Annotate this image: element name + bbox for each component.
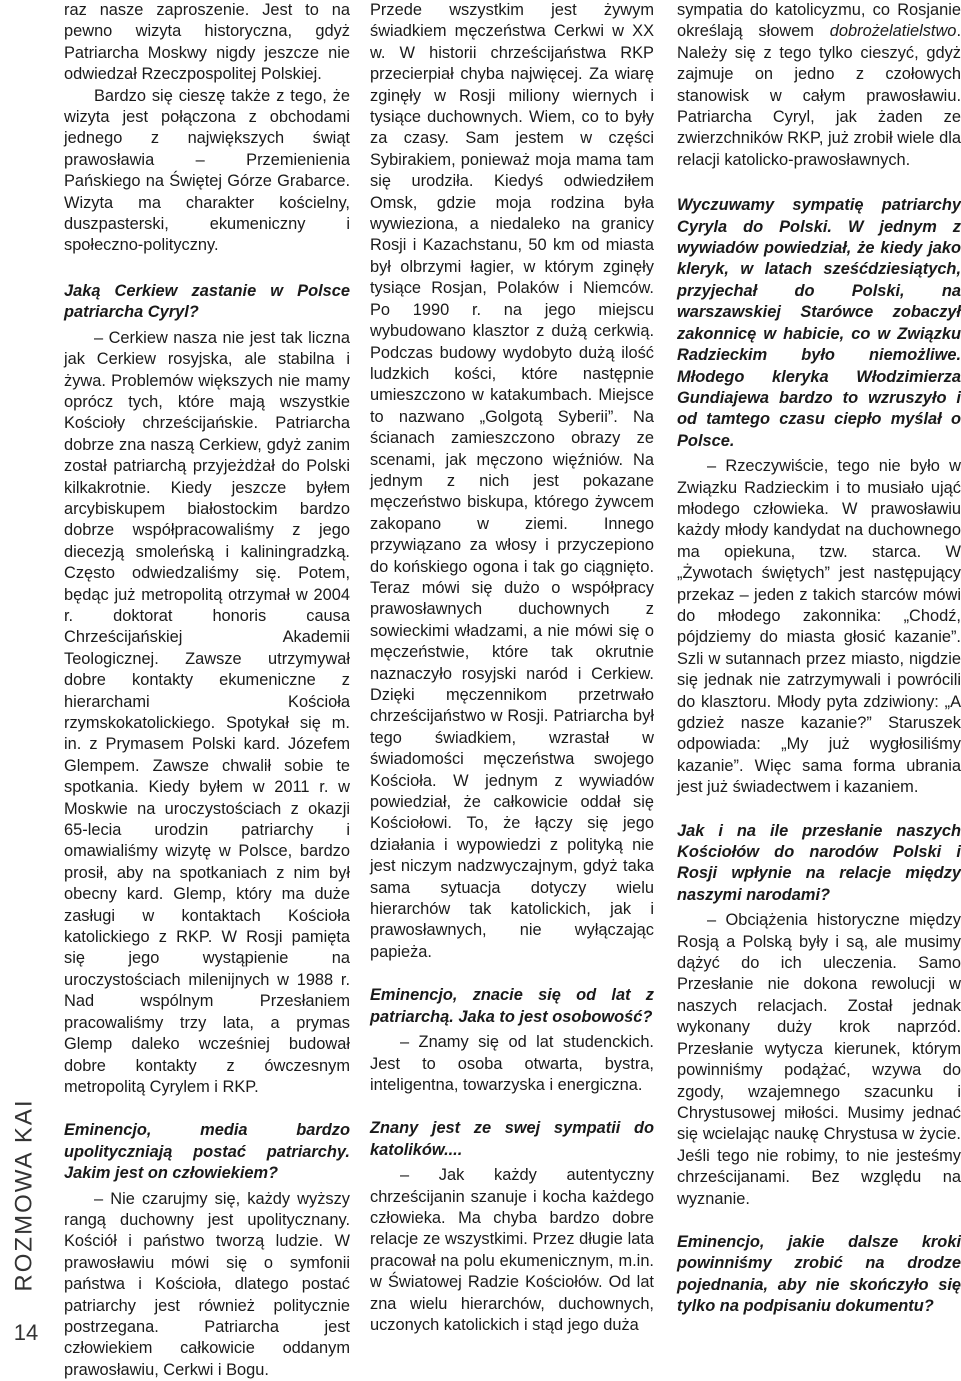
interview-question: Wyczuwamy sympatię patriarchy Cyryla do Polski. W jednym z wywiadów powiedział, że kiedy jako kleryk, w latach sześćdziesiątych, przyjechał do Polski, na warszawskiej Starówce zobaczył zakonnicę w habicie, co w Związku Radzieckim było niemożliwe. Młodego kleryka Włodzimierza Gundiajewa bardzo to wzruszyło i od tamtego czasu ciepło myślał o Polsce. xyxy=(677,196,961,450)
column-1 xyxy=(64,0,350,1379)
interview-answer: – Znamy się od lat studenckich. Jest to osoba otwarta, bystra, inteligentna, towarzyska i energiczna. xyxy=(370,1033,654,1094)
paragraph: Bardzo się cieszę także z tego, że wizyta jest połączona z obchodami jednego z największych świąt prawosławia – Przemienienia Pańskiego na Świętej Górze Grabarce. Wizyta ma charakter kościelny, duszpasterski, ekumeniczny i społeczno-polityczny. xyxy=(64,86,350,255)
paragraph: raz nasze zaproszenie. Jest to na pewno wizyta historyczna, gdyż Patriarcha Moskwy nigdy jeszcze nie odwiedzał Rzeczpospolitej Polskiej. xyxy=(64,1,350,84)
section-label-text: ROZMOWA KAI xyxy=(11,1098,38,1292)
column-3 xyxy=(677,0,961,1359)
interview-answer: – Jak każdy autentyczny chrześcijanin szanuje i kocha każdego człowieka. Ma chyba bardzo dobre relacje ze wszystkimi. Przez długie lata pracował na polu ekumenicznym, m.in. w Światowej Radzie Kościołów. Od lat zna wielu hierarchów, duchownych, uczonych katolickich i stąd jego duża xyxy=(370,1166,654,1334)
interview-question: Eminencjo, media bardzo upolityczniają postać patriarchy. Jakim jest on człowiekiem? xyxy=(64,1121,350,1183)
paragraph-text: . Należy się z tego tylko cieszyć, gdyż zajmuje on jedno z czołowych stanowisk w całym prawosławiu. Patriarcha Cyryl, jak żaden ze zwierzchników RKP, już zrobił wiele dla relacji katolicko-prawosławnych. xyxy=(677,22,961,169)
interview-question: Znany jest ze swej sympatii do katolików.... xyxy=(370,1119,654,1159)
paragraph xyxy=(677,0,961,171)
interview-question: Jaką Cerkiew zastanie w Polsce patriarcha Cyryl? xyxy=(64,281,350,322)
interview-answer: – Nie czarujmy się, każdy wyższy rangą duchowny jest upolitycznany. Kościół i państwo tworzą ludzie. W prawosławiu mówi się o symfonii państwa i Kościoła, dlatego postać patriarchy jest również politycznie postrzegana. Patriarcha jest człowiekiem całkowicie oddanym prawosławiu, Cerkwi i Bogu. xyxy=(64,1189,350,1379)
column-2 xyxy=(370,0,654,1359)
section-label xyxy=(5,1095,45,1295)
paragraph-text: sympatia do katolicyzmu, co Rosjanie określają słowem xyxy=(677,1,961,41)
page-number: 14 xyxy=(13,1320,39,1345)
interview-answer: – Obciążenia historyczne między Rosją a Polską były i są, ale musimy dążyć do ich uleczenia. Samo Przesłanie nie dokona rewolucji w naszych relacjach. Został jednak wykonany duży krok naprzód. Przesłanie wytycza kierunek, którym powinniśmy podążać, wzywa do zgody, wzajemnego szacunku i Chrystusowej miłości. Musimy jednać się wcielając naukę Chrystusa w życie. Jeśli tego nie robimy, to nie jesteśmy chrześcijanami. Bez względu na wyznanie. xyxy=(677,911,961,1208)
paragraph: Przede wszystkim jest żywym świadkiem męczeństwa Cerkwi w XX w. W historii chrześcijaństwa RKP przecierpiał chyba najwięcej. Za wiarę zginęły w Rosji miliony wiernych i tysiące duchownych. Wiem, co to były za czasy. Sam jestem w części Sybirakiem, ponieważ moja mama tam się urodziła. Kiedyś odwiedziłem Omsk, gdzie moja rodzina była wywieziona, a niedaleko na granicy Rosji i Kazachstanu, 50 km od miasta był olbrzymi łagier, w którym zginęły tysiące Rosjan, Polaków i Niemców. Po 1990 r. na jego miejscu wybudowano klasztor z dużą cerkwią. Podczas budowy wydobyto dużą ilość ludzkich kości, które następnie umieszczono w katakumbach. Miejsce to nazwano „Golgotą Syberii”. Na ścianach zamieszczono obrazy ze scenami, jak męczono więźniów. Na jednym z nich jest pokazane męczeństwo biskupa, którego żywcem zakopano w ziemi. Innego przywiązano za włosy i przyczepiono do końskiego ogona i tak go ciągnięto. Teraz mówi się dużo o współpracy prawosławnych duchownych z sowieckimi władzami, a nie mówi się o męczeństwie, które tak okrutnie naznaczyło rosyjski naród i Cerkiew. Dzięki męczennikom przetrwało chrześcijaństwo w Rosji. Patriarcha był tego świadkiem, wzrastał w świadomości męczeństwa swojego Kościoła. W jednym z wywiadów powiedział, że całkowicie oddał się Kościołowi. To, że łączy się jego działania i wypowiedzi z polityką nie jest niczym nadzwyczajnym, gdyż taka sama sytuacja dotyczy wielu hierarchów tak katolickich, jak i prawosławnych, nie wyłączając papieża. xyxy=(370,1,654,961)
interview-question: Jak i na ile przesłanie naszych Kościołów do narodów Polski i Rosji wpłynie na relacje między naszymi narodami? xyxy=(677,821,961,904)
interview-question: Eminencjo, jakie dalsze kroki powinniśmy zrobić na drodze pojednania, aby nie skończyło się tylko na podpisaniu dokumentu? xyxy=(677,1232,961,1316)
italic-term: dobrożelatielstwo xyxy=(829,22,957,41)
interview-answer: – Rzeczywiście, tego nie było w Związku Radzieckim i to musiało ująć młodego człowieka. W prawosławiu każdy młody kandydat na duchownego ma opiekuna, tzw. starca. W „Żywotach świętych” jest następujący przekaz – jeden z takich starców mówi do młodego zakonnika: „Chodź, pójdziemy do miasta głosić kazanie”. Szli w sutannach przez miasto, nigdzie się jednak nie zatrzymywali i powrócili do klasztoru. Młody pyta zdziwiony: „A gdzież nasze kazanie?” Staruszek odpowiada: „My już wygłosiliśmy kazanie”. Więc sama forma ubrania jest już świadectwem i kazaniem. xyxy=(677,457,961,797)
interview-answer: – Cerkiew nasza nie jest tak liczna jak Cerkiew rosyjska, ale stabilna i żywa. Problemów większych nie mamy oprócz tych, które mają wszystkie Kościoły chrześcijańskie. Patriarcha dobrze zna naszą Cerkiew, gdyż zanim został patriarchą przyjeżdżał do Polski kilkakrotnie. Kiedy jeszcze byłem arcybiskupem białostockim bardzo dobrze współpracowaliśmy z jego diecezją smoleńską i kaliningradzką. Często odwiedzaliśmy się. Potem, będąc już metropolitą otrzymał w 2004 r. doktorat honoris causa Chrześcijańskiej Akademii Teologicznej. Zawsze utrzymywał dobre kontakty ekumeniczne z hierarchami Kościoła rzymskokatolickiego. Spotykał się m. in. z Prymasem Polski kard. Józefem Glempem. Zawsze chwalił sobie te spotkania. Kiedy byłem w 2011 r. w Moskwie na uroczystościach z okazji 65-lecia urodzin patriarchy i omawialiśmy wizytę w Polsce, bardzo prosił, aby na spotkaniach z nim był obecny kard. Glemp, który ma duże zasługi w kontaktach Kościoła katolickiego z RKP. W Rosji pamięta się jego wystąpienie na uroczystościach milenijnych w 1988 r. Nad wspólnym Przesłaniem pracowaliśmy trzy lata, a prymas Glemp daleko wcześniej budował dobre kontakty z ówczesnym metropolitą Cyrylem i RKP. xyxy=(64,328,350,1096)
interview-question: Eminencjo, znacie się od lat z patriarchą. Jaka to jest osobowość? xyxy=(370,986,654,1026)
